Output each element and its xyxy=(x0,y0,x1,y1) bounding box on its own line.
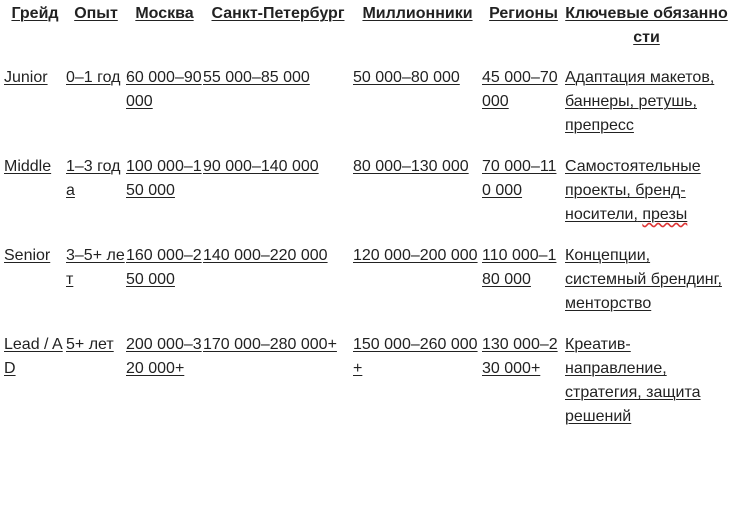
cell-moscow: 60 000–90 000 xyxy=(126,69,202,110)
cell-moscow: 160 000–250 000 xyxy=(126,247,202,288)
cell-millionaires: 80 000–130 000 xyxy=(353,158,469,175)
cell-millionaires: 150 000–260 000+ xyxy=(353,336,478,377)
cell-grade: Junior xyxy=(4,69,48,86)
salary-table xyxy=(0,2,728,446)
cell-spb: 170 000–280 000+ xyxy=(203,336,337,353)
cell-regions: 110 000–180 000 xyxy=(482,247,557,288)
cell-spb: 140 000–220 000 xyxy=(203,247,328,264)
cell-moscow: 200 000–320 000+ xyxy=(126,336,202,377)
cell-duties: Адаптация макетов, баннеры, ретушь, препресс xyxy=(565,69,715,134)
cell-grade: Lead / AD xyxy=(4,336,63,377)
cell-millionaires: 50 000–80 000 xyxy=(353,69,460,86)
cell-spb: 90 000–140 000 xyxy=(203,158,319,175)
cell-millionaires: 120 000–200 000 xyxy=(353,247,478,264)
duties-text: Самостоятельные проекты, бренд-носители, xyxy=(565,158,701,223)
cell-experience: 3–5+ лет xyxy=(66,247,125,288)
cell-grade: Senior xyxy=(4,247,51,264)
cell-regions: 70 000–110 000 xyxy=(482,158,557,199)
cell-experience: 0–1 год xyxy=(66,69,121,86)
cell-spb: 55 000–85 000 xyxy=(203,69,310,86)
cell-grade: Middle xyxy=(4,158,52,175)
cell-experience: 1–3 года xyxy=(66,158,121,199)
header-row xyxy=(0,2,728,66)
table-row xyxy=(0,155,728,244)
header-grade: Грейд xyxy=(11,5,59,22)
header-millionaires: Миллионники xyxy=(362,5,473,22)
table-row xyxy=(0,66,728,155)
cell-moscow: 100 000–150 000 xyxy=(126,158,202,199)
table-row xyxy=(0,333,728,446)
cell-regions: 45 000–70 000 xyxy=(482,69,558,110)
header-duties: Ключевые обязанности xyxy=(565,5,728,46)
header-regions: Регионы xyxy=(489,5,558,22)
spellcheck-flagged-word: презы xyxy=(642,206,688,223)
cell-duties xyxy=(565,155,728,244)
header-moscow: Москва xyxy=(135,5,194,22)
cell-duties: Креатив-направление, стратегия, защита решений xyxy=(565,336,701,425)
table-row xyxy=(0,244,728,333)
cell-experience: 5+ лет xyxy=(66,336,114,353)
header-experience: Опыт xyxy=(74,5,118,22)
header-spb: Санкт-Петербург xyxy=(211,5,345,22)
cell-duties: Концепции, системный брендинг, менторство xyxy=(565,247,722,312)
cell-regions: 130 000–230 000+ xyxy=(482,336,558,377)
